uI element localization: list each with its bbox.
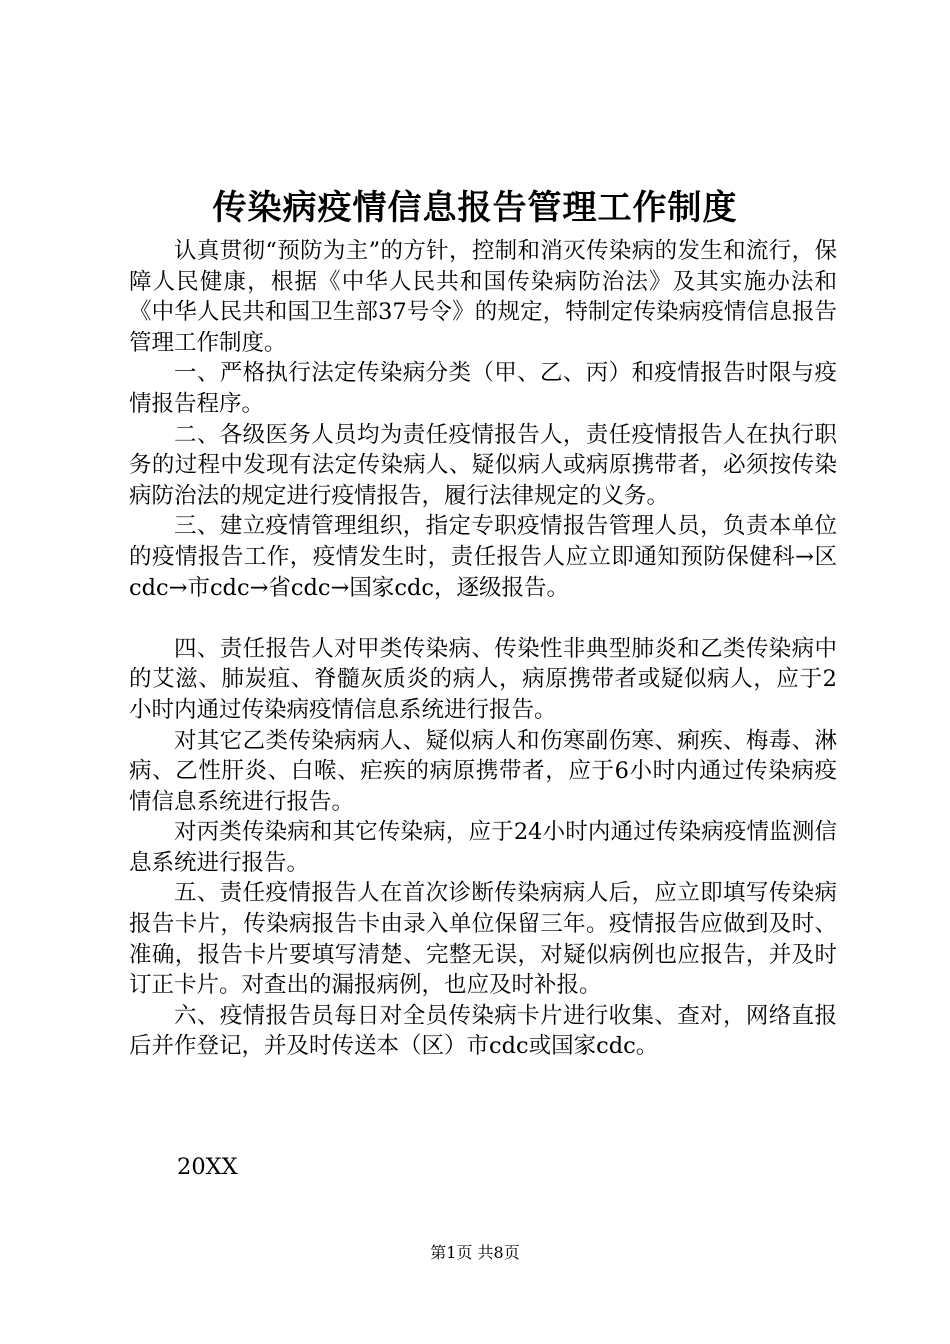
paragraph-item-6: 六、疫情报告员每日对全员传染病卡片进行收集、查对，网络直报后并作登记，并及时传送本（区）市cdc或国家cdc。 xyxy=(129,1002,837,1060)
paragraph-item-4-b: 对其它乙类传染病病人、疑似病人和伤寒副伤寒、痢疾、梅毒、淋病、乙性肝炎、白喉、疟疾的病原携带者，应于6小时内通过传染病疫情信息系统进行报告。 xyxy=(129,727,837,815)
document-date: 20XX xyxy=(177,1154,238,1180)
paragraph-spacer xyxy=(129,603,837,634)
paragraph-item-4-c: 对丙类传染病和其它传染病，应于24小时内通过传染病疫情监测信息系统进行报告。 xyxy=(129,819,837,876)
document-body xyxy=(129,236,837,1062)
page-footer: 第1页 共8页 xyxy=(430,1243,520,1262)
paragraph-item-3: 三、建立疫情管理组织，指定专职疫情报告管理人员，负责本单位的疫情报告工作，疫情发生时，责任报告人应立即通知预防保健科→区cdc→市cdc→省cdc→国家cdc，逐级报告。 xyxy=(129,513,837,601)
paragraph-intro: 认真贯彻“预防为主”的方针，控制和消灭传染病的发生和流行，保障人民健康，根据《中华人民共和国传染病防治法》及其实施办法和《中华人民共和国卫生部37号令》的规定，特制定传染病疫情信息报告管理工作制度。 xyxy=(129,238,837,356)
paragraph-item-1: 一、严格执行法定传染病分类（甲、乙、丙）和疫情报告时限与疫情报告程序。 xyxy=(129,360,837,417)
paragraph-item-5: 五、责任疫情报告人在首次诊断传染病病人后，应立即填写传染病报告卡片，传染病报告卡由录入单位保留三年。疫情报告应做到及时、准确，报告卡片要填写清楚、完整无误，对疑似病例也应报告，并及时订正卡片。对查出的漏报病例，也应及时补报。 xyxy=(129,880,837,999)
paragraph-item-4: 四、责任报告人对甲类传染病、传染性非典型肺炎和乙类传染病中的艾滋、肺炭疽、脊髓灰质炎的病人，病原携带者或疑似病人，应于2小时内通过传染病疫情信息系统进行报告。 xyxy=(129,635,837,723)
document-title: 传染病疫情信息报告管理工作制度 xyxy=(212,188,738,228)
paragraph-item-2: 二、各级医务人员均为责任疫情报告人，责任疫情报告人在执行职务的过程中发现有法定传染病人、疑似病人或病原携带者，必须按传染病防治法的规定进行疫情报告，履行法律规定的义务。 xyxy=(129,421,837,509)
